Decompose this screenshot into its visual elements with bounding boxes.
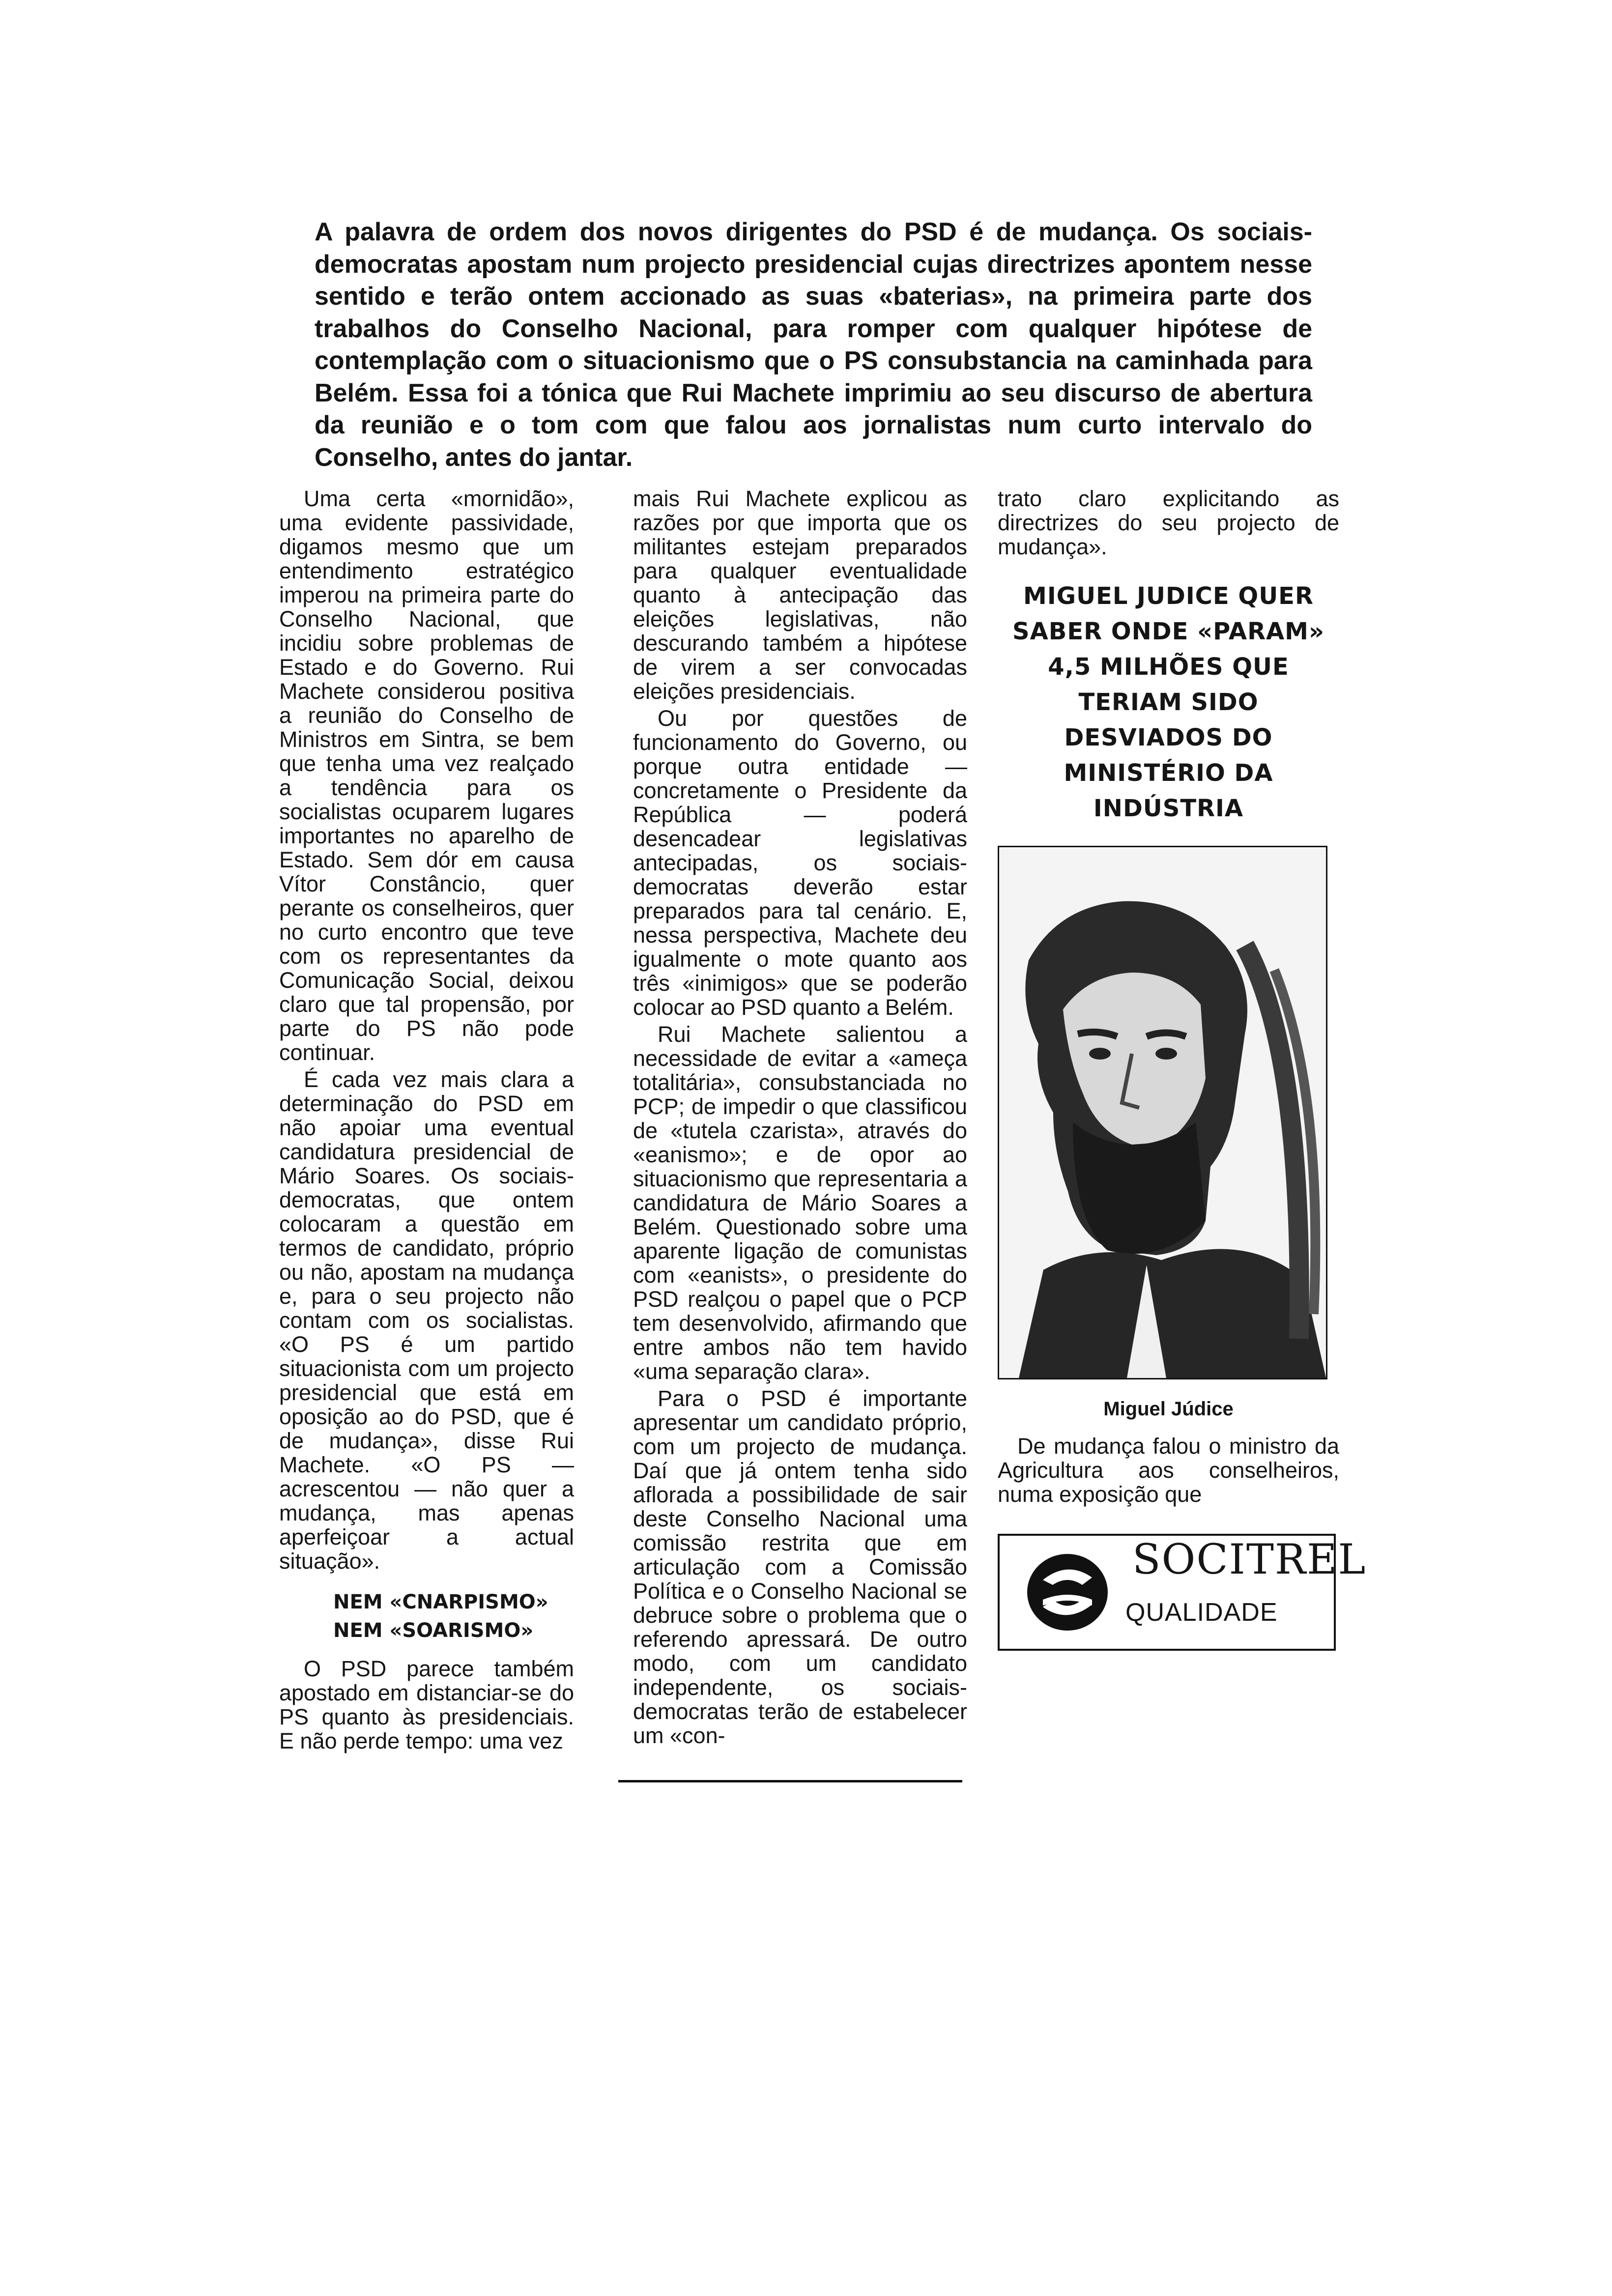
sidebar-headline: MIGUEL JUDICE QUER SABER ONDE «PARAM» 4,5 MILHÕES QUE TERIAM SIDO DESVIADOS DO MINISTÉRIO DA INDÚSTRIA: [1012, 582, 1324, 822]
column-2-paragraph: Rui Machete salientou a necessidade de evitar a «ameça totalitária», consubstanciada no PCP; de impedir o que classificou de «tutela czarista», através do «eanismo»; e de opor ao situacionismo que representaria a candidatura de Mário Soares a Belém. Questionado sobre uma aparente ligação de comunistas com «eanists», o presidente do PSD realçou o papel que o PCP tem desenvolvido, afirmando que entre ambos não tem havido «uma separação clara».: [633, 1022, 967, 1384]
lead-paragraph: A palavra de ordem dos novos dirigentes do PSD é de mudança. Os sociais-democratas apostam num projecto presidencial cujas directrizes apontem nesse sentido e terão ontem accionado as suas «baterias», na primeira parte dos trabalhos do Conselho Nacional, para romper com qualquer hipótese de contemplação com o situacionismo que o PS consubstancia na caminhada para Belém. Essa foi a tónica que Rui Machete imprimiu ao seu discurso de abertura da reunião e o tom com que falou aos jornalistas num curto intervalo do Conselho, antes do jantar.: [315, 218, 1312, 472]
column-2-paragraph: Para o PSD é importante apresentar um candidato próprio, com um projecto de mudança. Daí que já ontem tenha sido aflorada a possibilidade de sair deste Conselho Nacional uma comissão restrita que em articulação com a Comissão Política e o Conselho Nacional se debruce sobre o problema que o referendo apressará. De outro modo, com um candidato independente, os sociais-democratas terão de estabelecer um «con-: [633, 1386, 967, 1748]
column-3-paragraph: De mudança falou o ministro da Agricultura aos conselheiros, numa exposição que: [998, 1434, 1339, 1507]
article-column-3: [998, 486, 1367, 1651]
subheading: [279, 1588, 574, 1645]
advert-tagline: QUALIDADE: [1125, 1598, 1278, 1627]
subheading-line: NEM «CNARPISMO»: [333, 1591, 548, 1613]
column-3-paragraph: trato claro explicitando as directrizes do seu projecto de mudança».: [998, 486, 1339, 559]
column-end-rule: [618, 1780, 962, 1782]
subheading-line: NEM «SOARISMO»: [333, 1619, 534, 1642]
article-column-2: [633, 487, 967, 1782]
column-1-paragraph: É cada vez mais clara a determinação do PSD em não apoiar uma eventual candidatura presidencial de Mário Soares. Os sociais-democratas, que ontem colocaram a questão em termos de candidato, próprio ou não, apostam na mudança e, para o seu projecto não contam com os socialistas. «O PS é um partido situacionista com um projecto presidencial que está em oposição ao do PSD, que é de mudança», disse Rui Machete. «O PS — acrescentou — não quer a mudança, mas apenas aperfeiçoar a actual situação».: [279, 1067, 574, 1574]
column-1-paragraph: Uma certa «mornidão», uma evidente passividade, digamos mesmo que um entendimento estratégico imperou na primeira parte do Conselho Nacional, que incidiu sobre problemas de Estado e do Governo. Rui Machete considerou positiva a reunião do Conselho de Ministros em Sintra, se bem que tenha uma vez realçado a tendência para os socialistas ocuparem lugares importantes no aparelho de Estado. Sem dór em causa Vítor Constâncio, quer perante os conselheiros, quer no curto encontro que teve com os representantes da Comunicação Social, deixou claro que tal propensão, por parte do PS não pode continuar.: [279, 486, 574, 1065]
portrait-photo: [998, 846, 1327, 1379]
photo-caption: Miguel Júdice: [1103, 1398, 1234, 1420]
column-1-paragraph: O PSD parece também apostado em distanciar-se do PS quanto às presidenciais. E não perde tempo: uma vez: [279, 1656, 574, 1753]
article-column-1: [279, 487, 574, 1756]
socitrel-logo-icon: [1023, 1550, 1112, 1638]
column-2-paragraph: Ou por questões de funcionamento do Governo, ou porque outra entidade — concretamente o Presidente da República — poderá desencadear legislativas antecipadas, os sociais-democratas deverão estar preparados para tal cenário. E, nessa perspectiva, Machete deu igualmente o mote quanto aos três «inimigos» que se poderão colocar ao PSD quanto a Belém.: [633, 706, 967, 1020]
portrait-image: [999, 847, 1326, 1378]
advertisement: [998, 1534, 1367, 1651]
column-2-paragraph: mais Rui Machete explicou as razões por que importa que os militantes estejam preparados para qualquer eventualidade quanto à antecipação das eleições legislativas, não descurando também a hipótese de virem a ser convocadas eleições presidenciais.: [633, 486, 967, 704]
advert-brand-name: SOCITREL: [1132, 1535, 1367, 1583]
